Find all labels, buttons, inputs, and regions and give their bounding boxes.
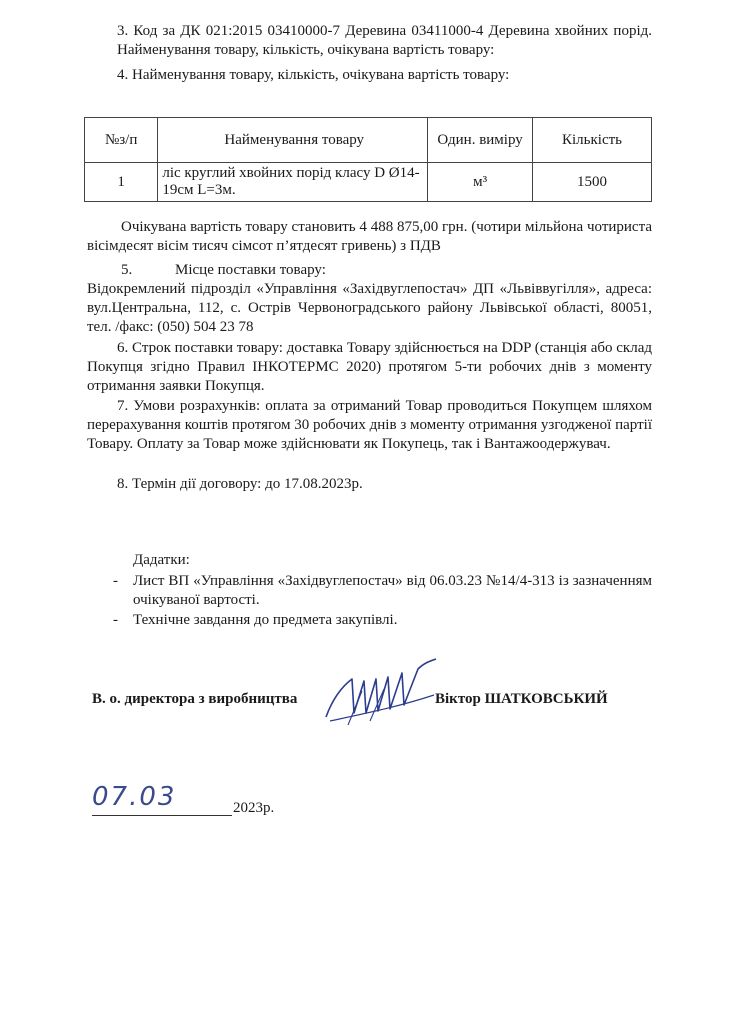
item-5-number: 5. [121, 262, 133, 278]
table-cell-num: 1 [85, 163, 158, 202]
item-7-payment-terms: 7. Умови розрахунків: оплата за отриманий Товар проводиться Покупцем шляхом перерахування коштів протягом 30 робочих днів з моменту отримання узгодженої партії Товару. Оплату за Товар може здійснювати як Покупець, так і Вантажоодержувач. [87, 398, 652, 452]
table-header-row [85, 118, 652, 163]
date-year: 2023р. [233, 800, 275, 816]
table-cell-name: ліс круглий хвойних порід класу D Ø14-19см L=3м. [158, 163, 428, 202]
handwritten-signature [318, 655, 450, 735]
table-row [85, 163, 652, 202]
list-bullet: - [113, 573, 118, 589]
table-header-unit: Один. виміру [428, 118, 533, 163]
item-4-heading: 4. Найменування товару, кількість, очікувана вартість товару: [117, 67, 510, 83]
list-bullet: - [113, 612, 118, 628]
signatory-name: Віктор ШАТКОВСЬКИЙ [435, 691, 608, 707]
handwritten-date: 07.03 [92, 782, 177, 812]
table-cell-unit: м³ [428, 163, 533, 202]
attachments-title: Дадатки: [133, 552, 190, 568]
table-cell-qty: 1500 [533, 163, 652, 202]
table-header-qty: Кількість [533, 118, 652, 163]
expected-cost-paragraph: Очікувана вартість товару становить 4 488 875,00 грн. (чотири мільйона чотириста вісімдесят вісім тисяч сімсот п’ятдесят гривень) з ПДВ [87, 219, 652, 254]
goods-table [84, 117, 652, 202]
item-3-text: 3. Код за ДК 021:2015 03410000-7 Деревина 03411000-4 Деревина хвойних порід. Найменування товару, кількість, очікувана вартість товару: [117, 23, 652, 58]
signatory-position: В. о. директора з виробництва [92, 691, 298, 707]
delivery-place-address: Відокремлений підрозділ «Управління «Західвуглепостач» ДП «Львіввугілля», адреса: вул.Центральна, 112, с. Острів Червоноградського району Львівської області, 80051, тел. /факс: (050) 504 23 78 [87, 281, 652, 335]
item-3-classifier-code [117, 22, 652, 60]
item-8-contract-term: 8. Термін дії договору: до 17.08.2023р. [117, 476, 363, 492]
attachment-item-2: Технічне завдання до предмета закупівлі. [133, 612, 398, 628]
item-6-delivery-term: 6. Строк поставки товару: доставка Товару здійснюється на DDP (станція або склад Покупця згідно Правил ІНКОТЕРМС 2020) протягом 5-ти робочих днів з моменту отримання заявки Покупця. [87, 340, 652, 394]
item-5-label: Місце поставки товару: [175, 262, 326, 278]
table-header-num: №з/п [85, 118, 158, 163]
table-header-name: Найменування товару [158, 118, 428, 163]
date-underline [92, 815, 232, 816]
attachment-item-1: Лист ВП «Управління «Західвуглепостач» від 06.03.23 №14/4-313 із зазначенням очікуваної вартості. [133, 573, 652, 608]
